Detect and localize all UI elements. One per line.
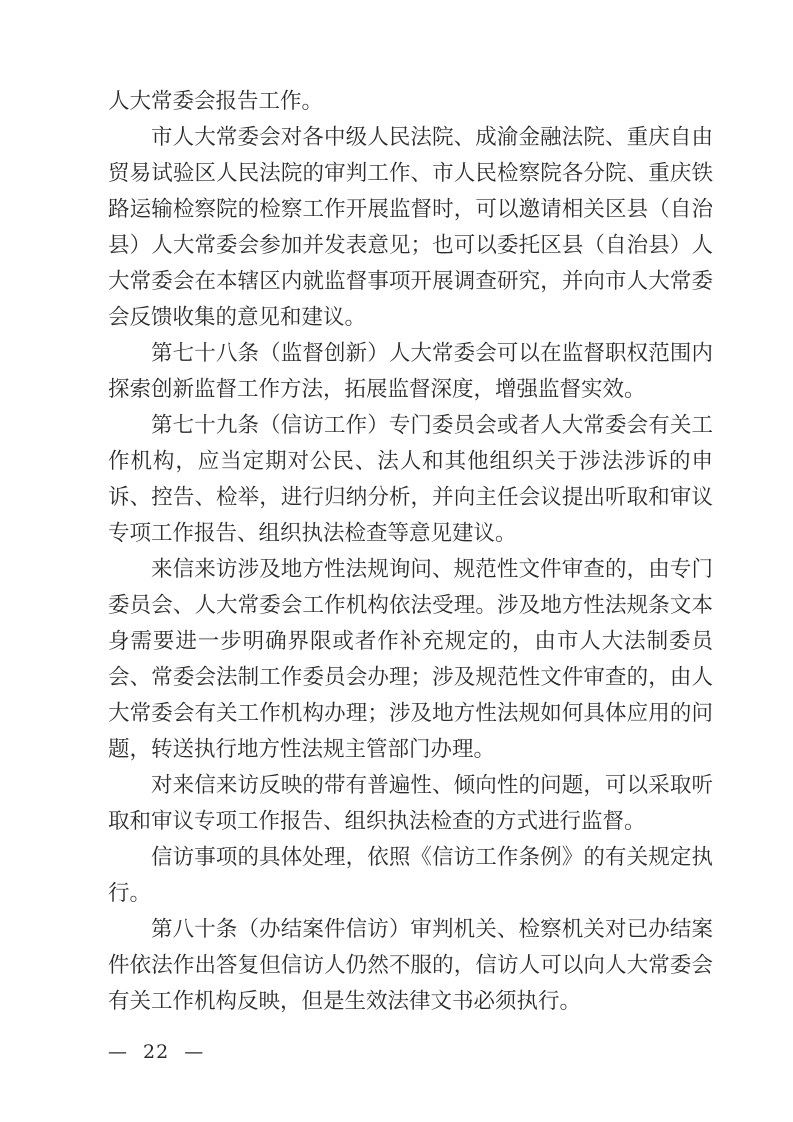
paragraph-article-78: 第七十八条（监督创新）人大常委会可以在监督职权范围内探索创新监督工作方法，拓展监督深度，增强监督实效。: [108, 341, 713, 402]
paragraph-article-79: 第七十九条（信访工作）专门委员会或者人大常委会有关工作机构，应当定期对公民、法人和其他组织关于涉法涉诉的申诉、控告、检举，进行归纳分析，并向主任会议提出听取和审议专项工作报告、组织执法检查等意见建议。: [108, 413, 713, 546]
document-body: [108, 84, 713, 1020]
paragraph: 对来信来访反映的带有普遍性、倾向性的问题，可以采取听取和审议专项工作报告、组织执法检查的方式进行监督。: [108, 773, 713, 834]
paragraph-article-80: 第八十条（办结案件信访）审判机关、检察机关对已办结案件依法作出答复但信访人仍然不服的，信访人可以向人大常委会有关工作机构反映，但是生效法律文书必须执行。: [108, 917, 713, 1014]
paragraph: 市人大常委会对各中级人民法院、成渝金融法院、重庆自由贸易试验区人民法院的审判工作、市人民检察院各分院、重庆铁路运输检察院的检察工作开展监督时，可以邀请相关区县（自治县）人大常委会参加并发表意见；也可以委托区县（自治县）人大常委会在本辖区内就监督事项开展调查研究，并向市人大常委会反馈收集的意见和建议。: [108, 125, 713, 330]
paragraph: 信访事项的具体处理，依照《信访工作条例》的有关规定执行。: [108, 845, 713, 906]
paragraph-continuation: 人大常委会报告工作。: [108, 89, 324, 114]
paragraph: 来信来访涉及地方性法规询问、规范性文件审查的，由专门委员会、人大常委会工作机构依法受理。涉及地方性法规条文本身需要进一步明确界限或者作补充规定的，由市人大法制委员会、常委会法制工作委员会办理；涉及规范性文件审查的，由人大常委会有关工作机构办理；涉及地方性法规如何具体应用的问题，转送执行地方性法规主管部门办理。: [108, 557, 713, 762]
page-number: — 22 —: [108, 1041, 205, 1063]
